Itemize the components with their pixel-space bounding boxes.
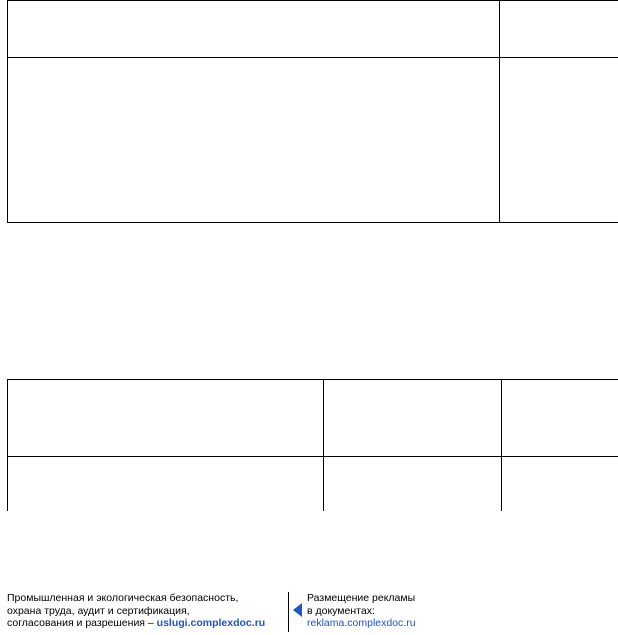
table-top-body-cell-2 bbox=[500, 58, 618, 222]
page-footer bbox=[0, 584, 618, 635]
footer-ads-link[interactable]: reklama.complexdoc.ru bbox=[307, 617, 416, 629]
table-bottom-header-cell-1 bbox=[8, 380, 323, 456]
table-bottom-header-cell-3 bbox=[502, 380, 618, 456]
table-top-body-cell-1 bbox=[8, 58, 499, 222]
footer-left-line-1: Промышленная и экологическая безопасность, bbox=[7, 592, 239, 604]
footer-services-text bbox=[7, 592, 265, 630]
footer-left-line-3-text: согласования и разрешения – bbox=[7, 617, 157, 629]
table-top-border-bottom bbox=[7, 222, 618, 223]
footer-left-line-2: охрана труда, аудит и сертификация, bbox=[7, 604, 190, 617]
footer-divider bbox=[288, 592, 289, 632]
footer-right-line-2: в документах: bbox=[307, 604, 375, 617]
table-bottom-body-cell-3 bbox=[502, 457, 618, 511]
footer-right-line-1: Размещение рекламы bbox=[307, 592, 416, 604]
table-bottom-body-cell-1 bbox=[8, 457, 323, 511]
table-bottom-body-cell-2 bbox=[324, 457, 501, 511]
footer-ads-text bbox=[307, 592, 416, 630]
table-top-header-cell-2 bbox=[500, 1, 618, 57]
table-bottom-header-cell-2 bbox=[324, 380, 501, 456]
footer-services-link[interactable]: uslugi.complexdoc.ru bbox=[156, 617, 266, 629]
footer-left-line-3 bbox=[7, 617, 265, 630]
table-top-header-cell-1 bbox=[8, 1, 499, 57]
arrow-left-icon bbox=[293, 603, 302, 617]
